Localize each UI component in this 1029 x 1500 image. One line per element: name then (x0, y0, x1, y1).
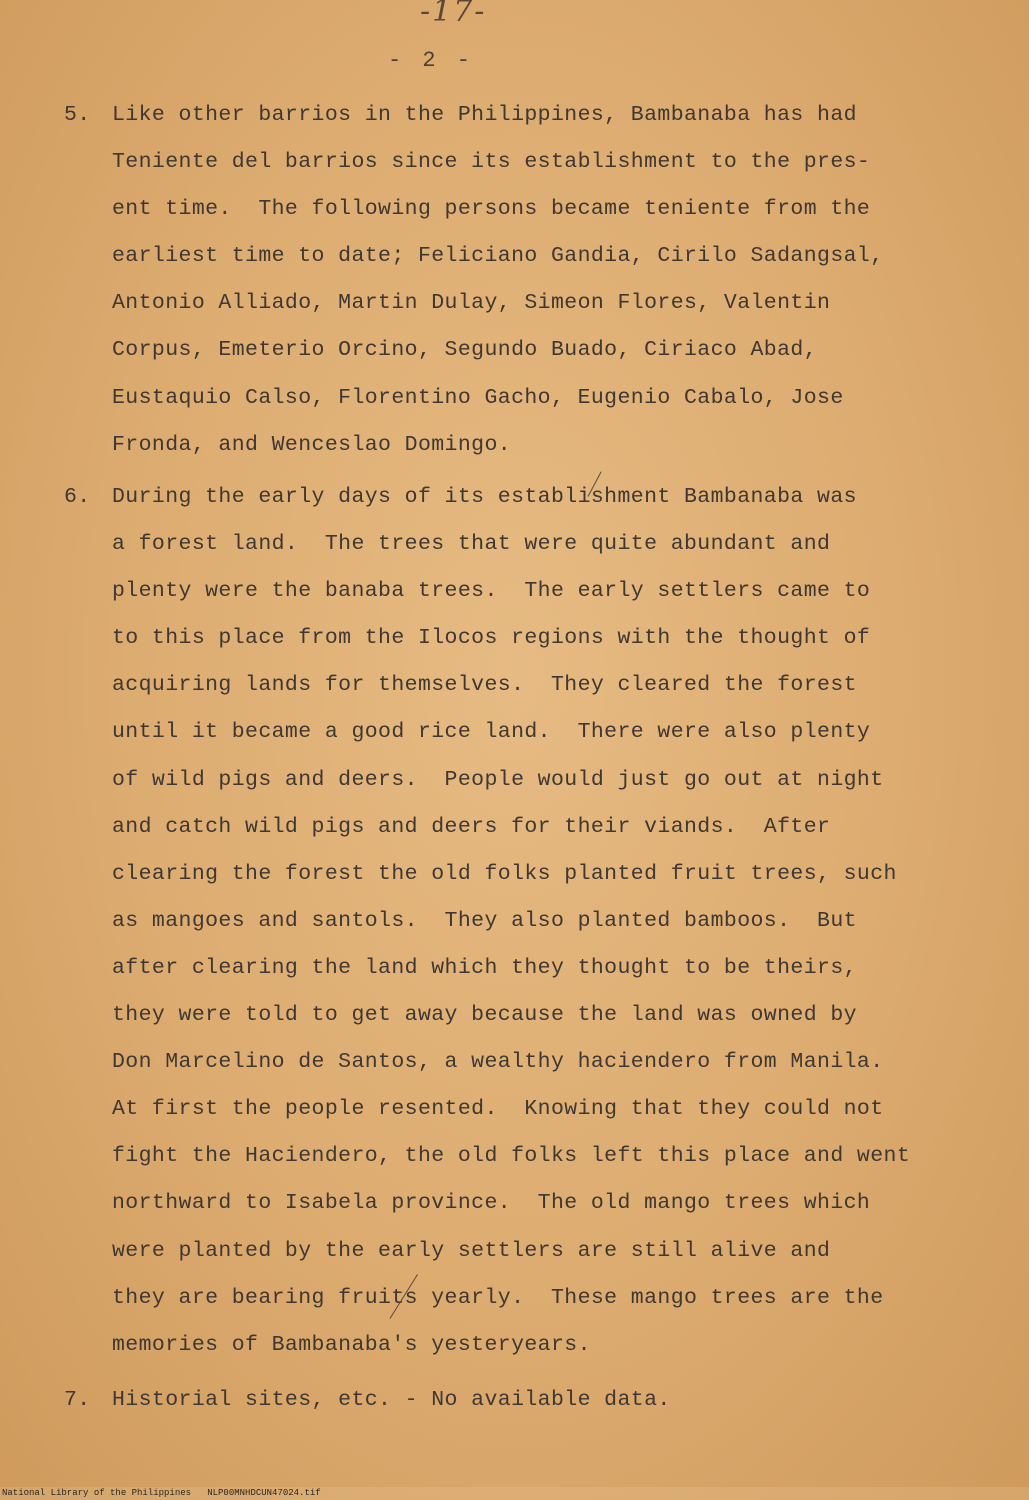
text-line: Like other barrios in the Philippines, Bambanaba has had (112, 103, 857, 127)
text-line: ent time. The following persons became teniente from the (112, 197, 871, 222)
list-item-5 (64, 92, 984, 469)
text-line: Don Marcelino de Santos, a wealthy haciendero from Manila. (112, 1050, 884, 1075)
text-line: as mangoes and santols. They also planted bamboos. But (112, 908, 857, 933)
scan-footer: National Library of the Philippines NLP00MNHDCUN47024.tif (0, 1487, 1029, 1500)
list-item-7 (64, 1377, 984, 1424)
text-line: after clearing the land which they thought to be theirs, (112, 955, 857, 980)
item-number: 5. (64, 103, 91, 127)
text-line: to this place from the Ilocos regions with the thought of (112, 626, 871, 651)
text-line: a forest land. The trees that were quite abundant and (112, 532, 831, 557)
text-line: clearing the forest the old folks planted fruit trees, such (112, 861, 897, 886)
list-item-6 (64, 474, 984, 1369)
text-line: until it became a good rice land. There were also plenty (112, 720, 871, 745)
text-line: Antonio Alliado, Martin Dulay, Simeon Flores, Valentin (112, 291, 831, 316)
text-line: earliest time to date; Feliciano Gandia, Cirilo Sadangsal, (112, 244, 884, 269)
text-line: fight the Haciendero, the old folks left this place and went (112, 1144, 911, 1169)
handwritten-page-number: -17- (420, 0, 487, 29)
text-line: they were told to get away because the land was owned by (112, 1003, 857, 1028)
text-line: of wild pigs and deers. People would just go out at night (112, 767, 884, 792)
text-line: Fronda, and Wenceslao Domingo. (112, 432, 512, 457)
text-line: At first the people resented. Knowing that they could not (112, 1097, 884, 1122)
page-number: - 2 - (388, 48, 475, 73)
text-line: were planted by the early settlers are still alive and (112, 1238, 831, 1263)
text-line: Corpus, Emeterio Orcino, Segundo Buado, Ciriaco Abad, (112, 338, 818, 363)
text-line: Historial sites, etc. - No available data. (112, 1388, 671, 1412)
item-number: 7. (64, 1388, 91, 1412)
text-line: plenty were the banaba trees. The early settlers came to (112, 579, 871, 604)
text-line: they are bearing fruits yearly. These mango trees are the (112, 1285, 884, 1310)
text-line: and catch wild pigs and deers for their viands. After (112, 814, 831, 839)
text-line: Eustaquio Calso, Florentino Gacho, Eugenio Cabalo, Jose (112, 385, 844, 410)
text-line: memories of Bambanaba's yesteryears. (112, 1332, 591, 1357)
text-line: acquiring lands for themselves. They cleared the forest (112, 673, 857, 698)
text-line: Teniente del barrios since its establishment to the pres- (112, 150, 871, 175)
item-number: 6. (64, 485, 91, 509)
text-line: During the early days of its establishment Bambanaba was (112, 485, 857, 509)
text-line: northward to Isabela province. The old mango trees which (112, 1191, 871, 1216)
